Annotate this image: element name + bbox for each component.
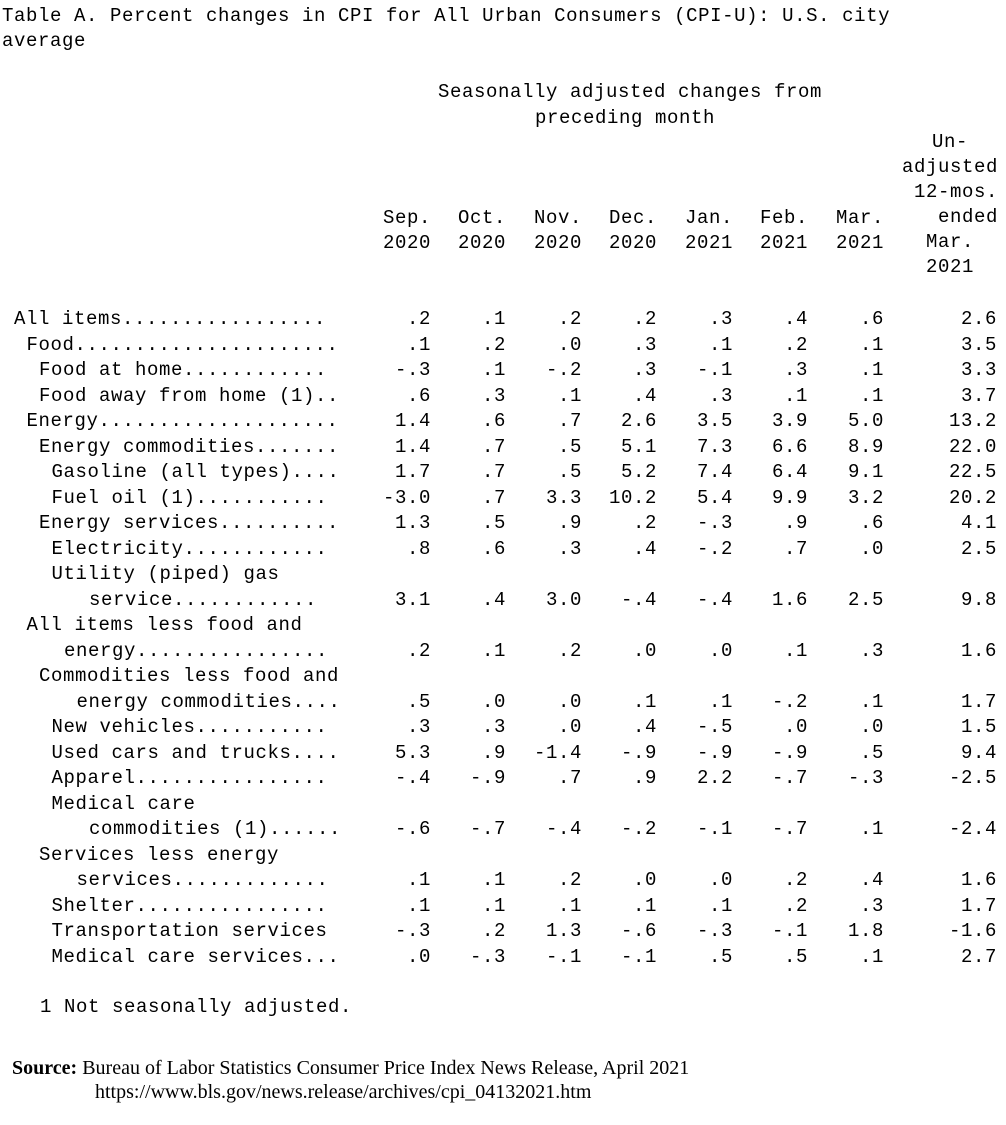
month-header: [361, 206, 431, 256]
cell-value: 5.4: [696, 486, 733, 509]
cell-value: .1: [859, 384, 884, 407]
table-row: [0, 793, 1006, 818]
cell-value: 2.2: [696, 767, 733, 789]
cell-value: .1: [481, 639, 506, 662]
cell-value: -.2: [771, 690, 808, 713]
cell-value: .3: [557, 537, 582, 560]
cell-value: -.7: [771, 767, 808, 789]
cell-value: 9.1: [847, 461, 884, 483]
month-header-month: Dec.: [608, 207, 657, 229]
cell-value: -.1: [545, 945, 582, 968]
cell-unadjusted: -2.4: [948, 818, 997, 840]
cell-value: .7: [557, 410, 582, 432]
row-label: Utility (piped) gas: [51, 563, 280, 585]
cell-value: -3.0: [382, 486, 431, 509]
table-title-line2: average: [2, 30, 87, 52]
cell-value: -.2: [620, 818, 657, 840]
cell-value: .7: [557, 767, 582, 789]
table-row: [0, 589, 1006, 614]
row-label: Commodities less food and: [39, 665, 340, 687]
month-header-year: 2020: [533, 232, 582, 254]
cell-value: .3: [632, 333, 657, 356]
cell-value: 1.7: [394, 461, 431, 483]
cell-value: .1: [859, 945, 884, 968]
cell-value: -.3: [469, 945, 506, 968]
cell-value: .6: [406, 384, 431, 407]
cell-value: .4: [632, 384, 657, 407]
unadjusted-header-line: Mar.: [925, 231, 974, 253]
row-label: energy................: [64, 639, 329, 662]
footnote: 1 Not seasonally adjusted.: [40, 996, 353, 1018]
table-title-line1: Table A. Percent changes in CPI for All Urban Consumers (CPI-U): U.S. city: [2, 5, 891, 27]
cell-unadjusted: 1.7: [960, 894, 997, 917]
row-label: Used cars and trucks....: [51, 741, 340, 764]
cell-value: .1: [632, 894, 657, 917]
cell-value: 2.5: [847, 588, 884, 611]
cell-unadjusted: 1.6: [960, 639, 997, 662]
month-header-year: 2021: [835, 232, 884, 254]
cell-value: .3: [481, 716, 506, 738]
cell-value: -.4: [620, 588, 657, 611]
cell-value: .5: [481, 512, 506, 534]
cell-value: -.3: [394, 920, 431, 942]
unadjusted-header-line: adjusted: [901, 156, 998, 178]
cell-unadjusted: 20.2: [948, 486, 997, 509]
cell-value: -.9: [620, 741, 657, 764]
cell-value: .5: [406, 690, 431, 713]
table-row: [0, 665, 1006, 690]
row-label: Medical care: [51, 792, 196, 815]
cell-unadjusted: 9.4: [960, 741, 997, 764]
cell-value: 6.4: [771, 461, 808, 483]
cell-value: -.6: [394, 818, 431, 840]
cell-value: .1: [708, 690, 733, 713]
cell-value: .0: [406, 945, 431, 968]
cell-value: 5.2: [620, 461, 657, 483]
cell-value: .2: [632, 512, 657, 534]
table-row: [0, 436, 1006, 461]
cell-value: .0: [557, 333, 582, 356]
row-label: Fuel oil (1)...........: [51, 486, 328, 509]
cell-value: -.6: [620, 920, 657, 942]
table-row: [0, 640, 1006, 665]
header-unadjusted: [902, 130, 998, 280]
cell-value: -.7: [771, 818, 808, 840]
cell-value: .4: [859, 869, 884, 891]
cell-value: .3: [481, 384, 506, 407]
cell-value: .4: [783, 308, 808, 330]
cell-value: 1.4: [394, 435, 431, 458]
cell-value: 5.1: [620, 435, 657, 458]
cell-value: .3: [406, 716, 431, 738]
cell-value: .2: [406, 308, 431, 330]
cell-value: .2: [557, 869, 582, 891]
cell-unadjusted: 2.6: [960, 308, 997, 330]
cell-value: .5: [557, 461, 582, 483]
table-row: [0, 946, 1006, 971]
cell-unadjusted: -1.6: [948, 920, 997, 942]
cell-value: .1: [708, 333, 733, 356]
table-row: [0, 359, 1006, 384]
unadjusted-header-line: 12-mos.: [913, 181, 998, 203]
cell-value: .2: [557, 639, 582, 662]
row-label: Transportation services: [51, 920, 328, 942]
cell-value: .1: [859, 818, 884, 840]
row-label: New vehicles...........: [51, 716, 328, 738]
cell-value: .0: [481, 690, 506, 713]
cell-value: .2: [632, 308, 657, 330]
cell-value: 3.3: [545, 486, 582, 509]
cell-value: .6: [859, 512, 884, 534]
cell-value: .0: [557, 690, 582, 713]
cell-value: .2: [783, 894, 808, 917]
cell-value: -.4: [696, 588, 733, 611]
row-label: Medical care services...: [51, 945, 340, 968]
row-label: Food......................: [26, 333, 339, 356]
month-header-year: 2021: [684, 232, 733, 254]
cell-value: .1: [859, 359, 884, 381]
cell-value: .6: [481, 410, 506, 432]
header-group-line2: preceding month: [534, 107, 716, 129]
month-header-year: 2020: [457, 232, 506, 254]
cell-value: 3.0: [545, 588, 582, 611]
cell-value: .0: [557, 716, 582, 738]
table-row: [0, 563, 1006, 588]
cell-value: -.7: [469, 818, 506, 840]
cell-value: .3: [859, 894, 884, 917]
month-header-year: 2020: [608, 232, 657, 254]
table-row: [0, 691, 1006, 716]
table-row: [0, 461, 1006, 486]
cell-value: -.5: [696, 716, 733, 738]
cell-value: 5.3: [394, 741, 431, 764]
table-row: [0, 844, 1006, 869]
cell-value: .0: [783, 716, 808, 738]
cell-value: .1: [557, 384, 582, 407]
cell-unadjusted: 1.6: [960, 869, 997, 891]
month-header: [738, 206, 808, 256]
table-row: [0, 512, 1006, 537]
cell-value: .2: [557, 308, 582, 330]
row-label: Services less energy: [39, 843, 280, 866]
cell-unadjusted: 4.1: [960, 512, 997, 534]
table-row: [0, 869, 1006, 894]
cell-unadjusted: 2.7: [960, 945, 997, 968]
source-label: Source:: [12, 1057, 78, 1079]
row-label: commodities (1)......: [89, 818, 342, 840]
cell-value: .1: [557, 894, 582, 917]
month-header: [587, 206, 657, 256]
cell-value: .1: [708, 894, 733, 917]
cell-value: -.3: [696, 920, 733, 942]
cell-unadjusted: 3.7: [960, 384, 997, 407]
row-label: Food away from home (1)..: [39, 384, 340, 407]
month-header-month: Feb.: [759, 207, 808, 229]
row-label: services.............: [76, 869, 329, 891]
cell-value: .0: [859, 716, 884, 738]
table-row: [0, 487, 1006, 512]
month-header: [512, 206, 582, 256]
cell-value: 3.1: [394, 588, 431, 611]
cell-value: -.9: [469, 767, 506, 789]
cell-value: -.1: [771, 920, 808, 942]
row-label: energy commodities....: [76, 690, 341, 713]
cell-value: .0: [859, 537, 884, 560]
cell-value: .7: [481, 435, 506, 458]
cell-value: .0: [708, 639, 733, 662]
cell-value: .6: [859, 308, 884, 330]
cell-value: .1: [406, 333, 431, 356]
cell-value: .5: [859, 741, 884, 764]
month-header-month: Jan.: [684, 207, 733, 229]
cell-value: .2: [481, 920, 506, 942]
unadjusted-header-line: 2021: [925, 256, 974, 278]
cell-value: -.9: [696, 741, 733, 764]
cell-value: .0: [632, 869, 657, 891]
unadjusted-header-line: Un-: [931, 131, 968, 153]
cell-value: .5: [708, 945, 733, 968]
cell-value: 7.4: [696, 461, 733, 483]
cell-value: .2: [783, 869, 808, 891]
cell-unadjusted: -2.5: [948, 767, 997, 789]
cell-value: .7: [481, 461, 506, 483]
cell-unadjusted: 9.8: [960, 588, 997, 611]
cell-value: -.2: [696, 537, 733, 560]
cell-value: .8: [406, 537, 431, 560]
month-header-month: Nov.: [533, 207, 582, 229]
unadjusted-header-line: ended: [937, 206, 998, 228]
cell-value: .1: [406, 894, 431, 917]
row-label: All items less food and: [26, 614, 303, 636]
cell-value: .3: [708, 308, 733, 330]
cell-value: -.3: [394, 359, 431, 381]
row-label: Apparel................: [51, 767, 328, 789]
table-row: [0, 410, 1006, 435]
cell-value: 7.3: [696, 435, 733, 458]
cell-value: 3.2: [847, 486, 884, 509]
row-label: Shelter................: [51, 894, 328, 917]
cell-value: .9: [557, 512, 582, 534]
month-header: [814, 206, 884, 256]
cell-value: 2.6: [620, 410, 657, 432]
table-row: [0, 334, 1006, 359]
table-row: [0, 308, 1006, 333]
row-label: Energy commodities.......: [39, 435, 340, 458]
table-row: [0, 385, 1006, 410]
cell-value: .1: [481, 869, 506, 891]
cell-unadjusted: 1.5: [960, 716, 997, 738]
month-header-month: Mar.: [835, 207, 884, 229]
source-line: [12, 1055, 689, 1081]
cell-value: -.2: [545, 359, 582, 381]
cell-value: .1: [481, 894, 506, 917]
cell-value: 1.3: [394, 512, 431, 534]
row-label: Gasoline (all types)....: [51, 461, 340, 483]
month-header-month: Sep.: [382, 207, 431, 229]
cell-value: 1.4: [394, 410, 431, 432]
cell-value: .6: [481, 537, 506, 560]
cell-unadjusted: 13.2: [948, 410, 997, 432]
cell-value: -.3: [696, 512, 733, 534]
cell-value: 9.9: [771, 486, 808, 509]
cell-value: -.9: [771, 741, 808, 764]
cell-value: .7: [481, 486, 506, 509]
cell-value: .1: [783, 384, 808, 407]
row-label: Electricity............: [51, 537, 328, 560]
cell-value: 8.9: [847, 435, 884, 458]
cell-value: .2: [783, 333, 808, 356]
cell-value: 3.5: [696, 410, 733, 432]
cell-value: .9: [632, 767, 657, 789]
month-header-year: 2021: [759, 232, 808, 254]
month-header-year: 2020: [382, 232, 431, 254]
cell-value: -.4: [545, 818, 582, 840]
cell-value: -.4: [394, 767, 431, 789]
cell-value: -.1: [620, 945, 657, 968]
cell-value: .3: [783, 359, 808, 381]
month-header: [436, 206, 506, 256]
row-label: All items.................: [14, 308, 327, 330]
table-row: [0, 538, 1006, 563]
cell-value: .1: [481, 359, 506, 381]
cell-unadjusted: 22.5: [948, 461, 997, 483]
cell-value: .2: [481, 333, 506, 356]
cell-value: .1: [859, 333, 884, 356]
cell-unadjusted: 1.7: [960, 690, 997, 713]
month-header-month: Oct.: [457, 207, 506, 229]
cell-value: .4: [481, 588, 506, 611]
table-row: [0, 920, 1006, 945]
table-row: [0, 614, 1006, 639]
cell-value: .1: [632, 690, 657, 713]
table-row: [0, 767, 1006, 792]
cell-value: -1.4: [533, 741, 582, 764]
cell-value: .2: [406, 639, 431, 662]
month-header: [663, 206, 733, 256]
cell-value: .0: [632, 639, 657, 662]
row-label: service............: [89, 588, 318, 611]
cell-value: .5: [557, 435, 582, 458]
cell-value: .9: [783, 512, 808, 534]
source-text: Bureau of Labor Statistics Consumer Price Index News Release, April 2021: [77, 1057, 690, 1079]
cell-value: -.3: [847, 767, 884, 789]
cell-unadjusted: 2.5: [960, 537, 997, 560]
cell-value: .0: [708, 869, 733, 891]
table-row: [0, 716, 1006, 741]
cell-value: .1: [406, 869, 431, 891]
cell-value: .9: [481, 741, 506, 764]
cell-value: 1.8: [847, 920, 884, 942]
cell-value: 5.0: [847, 410, 884, 432]
cell-value: 10.2: [608, 486, 657, 509]
cell-value: -.1: [696, 359, 733, 381]
cell-value: 1.6: [771, 588, 808, 611]
row-label: Food at home............: [39, 359, 328, 381]
cell-value: .3: [632, 359, 657, 381]
cell-value: .4: [632, 537, 657, 560]
cell-value: .3: [708, 384, 733, 407]
table-row: [0, 742, 1006, 767]
cell-value: .7: [783, 537, 808, 560]
cell-value: 6.6: [771, 435, 808, 458]
cell-value: .5: [783, 945, 808, 968]
cell-unadjusted: 3.5: [960, 333, 997, 356]
table-title: [2, 4, 890, 54]
source-url[interactable]: https://www.bls.gov/news.release/archives/cpi_04132021.htm: [95, 1081, 592, 1103]
cell-value: .1: [481, 308, 506, 330]
cell-value: .1: [783, 639, 808, 662]
cell-unadjusted: 3.3: [960, 359, 997, 381]
cell-value: 1.3: [545, 920, 582, 942]
row-label: Energy....................: [26, 410, 339, 432]
header-group-line1: Seasonally adjusted changes from: [437, 81, 823, 103]
row-label: Energy services..........: [39, 512, 340, 534]
table-row: [0, 818, 1006, 843]
table-row: [0, 895, 1006, 920]
cell-value: .1: [859, 690, 884, 713]
cell-value: 3.9: [771, 410, 808, 432]
cell-unadjusted: 22.0: [948, 435, 997, 458]
cell-value: .3: [859, 639, 884, 662]
cell-value: -.1: [696, 818, 733, 840]
cell-value: .4: [632, 716, 657, 738]
